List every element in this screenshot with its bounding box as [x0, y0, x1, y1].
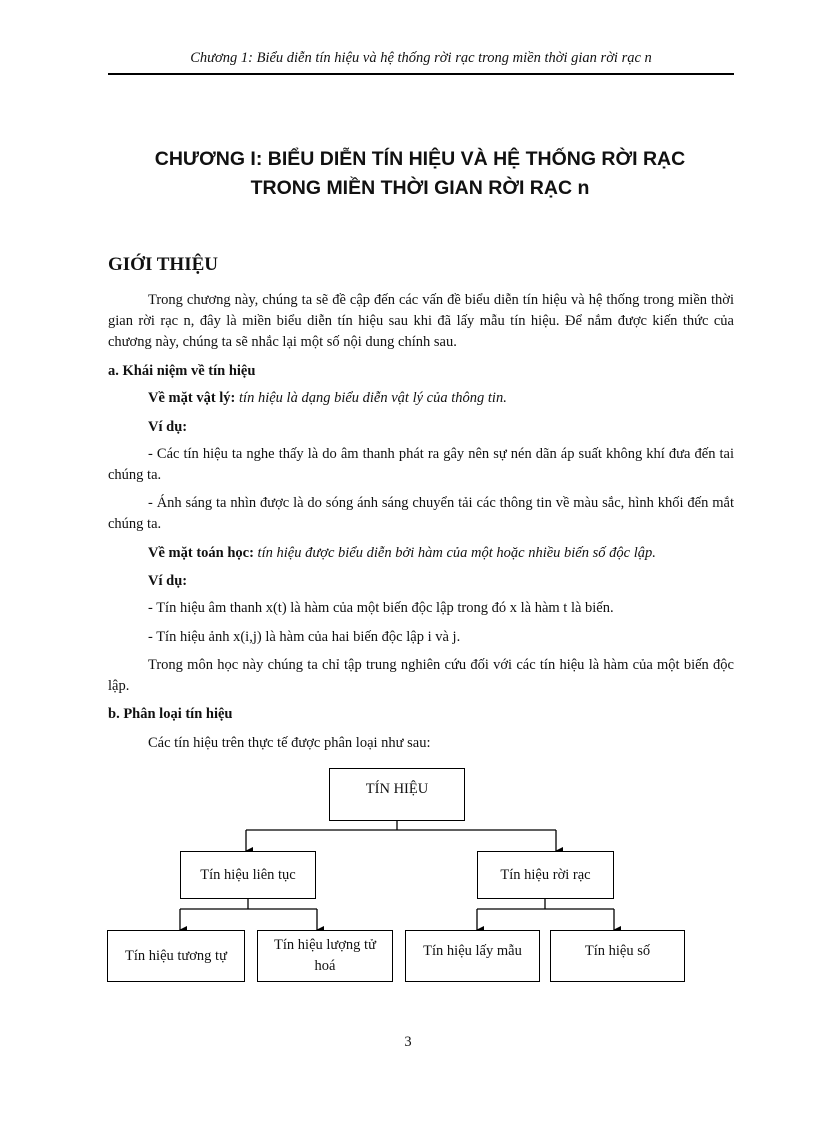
example-label-2: Ví dụ: [148, 573, 188, 589]
node-quantized-signal: Tín hiệu lượng tử hoá [257, 930, 393, 982]
section-b-heading: b. Phân loại tín hiệu [108, 706, 233, 722]
example-light: - Ánh sáng ta nhìn được là do sóng ánh sáng chuyển tải các thông tin về màu sắc, hình khối đến mắt chúng ta. [108, 495, 734, 532]
physical-text: tín hiệu là dạng biểu diễn vật lý của thông tin. [239, 390, 507, 406]
node-continuous-signal: Tín hiệu liên tục [180, 851, 316, 899]
node-signal: TÍN HIỆU [329, 768, 465, 821]
math-label: Về mặt toán học: [148, 545, 254, 561]
intro-heading: GIỚI THIỆU [108, 254, 218, 275]
node-digital-signal: Tín hiệu số [550, 930, 685, 982]
math-text: tín hiệu được biểu diễn bởi hàm của một hoặc nhiều biến số độc lập. [257, 545, 656, 561]
example-label-1: Ví dụ: [148, 419, 188, 435]
running-header: Chương 1: Biểu diễn tín hiệu và hệ thống rời rạc trong miền thời gian rời rạc n [190, 50, 652, 66]
example-image-function: - Tín hiệu ảnh x(i,j) là hàm của hai biến độc lập i và j. [148, 629, 461, 645]
example-audio-function: - Tín hiệu âm thanh x(t) là hàm của một biến độc lập trong đó x là hàm t là biến. [148, 600, 614, 616]
section-a-heading: a. Khái niệm về tín hiệu [108, 363, 256, 379]
node-sampled-signal: Tín hiệu lấy mẫu [405, 930, 540, 982]
physical-label: Về mặt vật lý: [148, 390, 236, 406]
intro-paragraph: Trong chương này, chúng ta sẽ đề cập đến các vấn đề biểu diễn tín hiệu và hệ thống trong miền thời gian rời rạc n, đây là miền biểu diễn tín hiệu sau khi đã lấy mẫu tín hiệu. Để nắm được kiến thức của chương này, chúng ta sẽ nhắc lại một số nội dung chính sau. [108, 292, 734, 350]
node-discrete-signal: Tín hiệu rời rạc [477, 851, 614, 899]
closing-paragraph: Trong môn học này chúng ta chỉ tập trung nghiên cứu đối với các tín hiệu là hàm của một biến độc lập. [108, 657, 734, 694]
node-analog-signal: Tín hiệu tương tự [107, 930, 245, 982]
chapter-title-line-1: CHƯƠNG I: BIỂU DIỄN TÍN HIỆU VÀ HỆ THỐNG RỜI RẠC [154, 148, 686, 170]
example-sound: - Các tín hiệu ta nghe thấy là do âm thanh phát ra gây nên sự nén dãn áp suất không khí đưa đến tai chúng ta. [108, 446, 734, 483]
section-b-intro: Các tín hiệu trên thực tế được phân loại như sau: [148, 735, 431, 751]
page-number: 3 [404, 1034, 412, 1050]
chapter-title-line-2: TRONG MIỀN THỜI GIAN RỜI RẠC n [250, 177, 590, 199]
